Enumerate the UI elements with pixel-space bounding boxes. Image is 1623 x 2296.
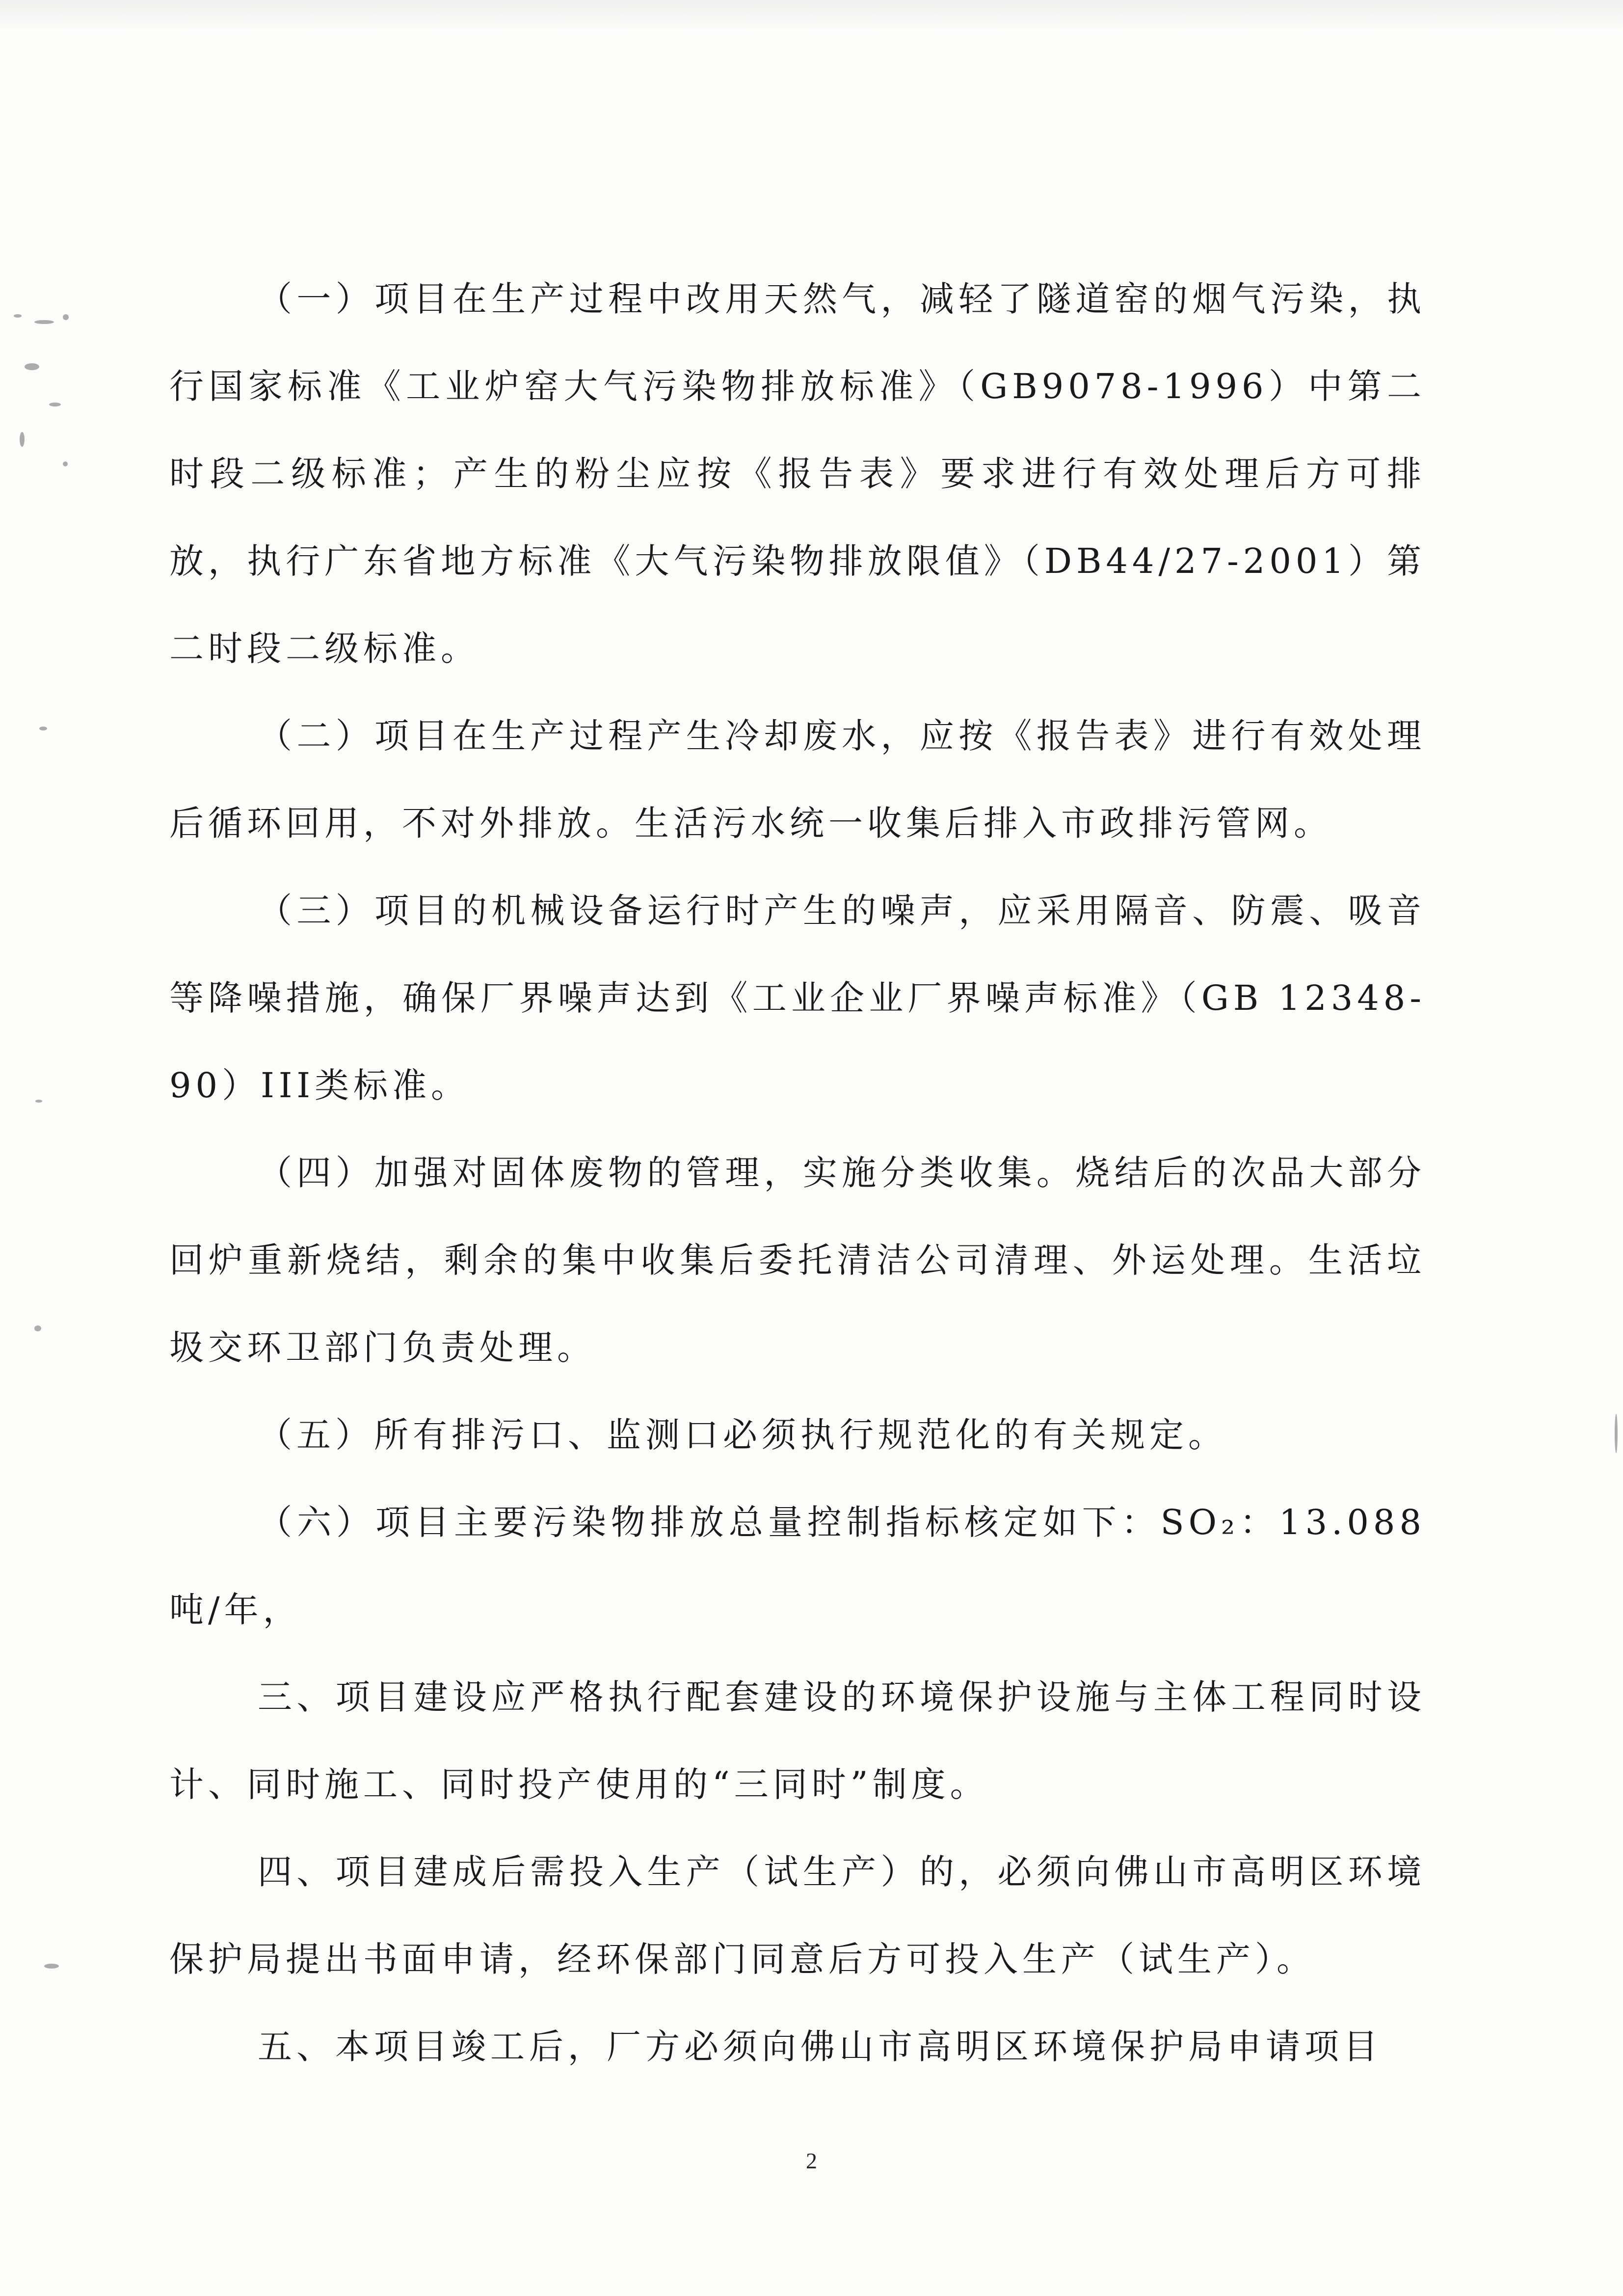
scan-speck (49, 403, 61, 406)
scan-speck (39, 727, 47, 730)
paragraph-6: （六）项目主要污染物排放总量控制指标核定如下：SO₂：13.088吨/年， (169, 1502, 1426, 1630)
paragraph-9: 五、本项目竣工后，厂方必须向佛山市高明区环境保护局申请项目 (258, 2026, 1382, 2067)
paragraph-8: 四、项目建成后需投入生产（试生产）的，必须向佛山市高明区环境保护局提出书面申请，经环保部门同意后方可投入生产（试生产）。 (169, 1852, 1426, 1979)
scan-speck (14, 314, 22, 318)
scan-speck (63, 461, 68, 466)
paragraph-2: （二）项目在生产过程产生冷却废水，应按《报告表》进行有效处理后循环回用，不对外排放。生活污水统一收集后排入市政排污管网。 (169, 716, 1426, 843)
scan-speck (34, 1325, 41, 1331)
paragraph-4: （四）加强对固体废物的管理，实施分类收集。烧结后的次品大部分回炉重新烧结，剩余的集中收集后委托清洁公司清理、外运处理。生活垃圾交环卫部门负责处理。 (169, 1153, 1426, 1368)
scan-edge-shadow (0, 0, 1623, 34)
scan-speck (1615, 1414, 1618, 1453)
page-number: 2 (806, 2148, 817, 2173)
scan-speck (34, 320, 54, 324)
paragraph-7: 三、项目建设应严格执行配套建设的环境保护设施与主体工程同时设计、同时施工、同时投产使用的“三同时”制度。 (169, 1677, 1426, 1805)
paragraph-3: （三）项目的机械设备运行时产生的噪声，应采用隔音、防震、吸音等降噪措施，确保厂界噪声达到《工业企业厂界噪声标准》（GB 12348-90）III类标准。 (169, 891, 1426, 1106)
scan-speck (25, 363, 39, 370)
scan-speck (35, 1100, 42, 1103)
paragraph-1: （一）项目在生产过程中改用天然气，减轻了隧道窑的烟气污染，执行国家标准《工业炉窑大气污染物排放标准》（GB9078-1996）中第二时段二级标准；产生的粉尘应按《报告表》要求进行有效处理后方可排放，执行广东省地方标准《大气污染物排放限值》（DB44/27-2001）第二时段二级标准。 (169, 279, 1426, 669)
scan-speck (63, 314, 69, 320)
scan-speck (20, 432, 25, 447)
paragraph-5: （五）所有排污口、监测口必须执行规范化的有关规定。 (258, 1415, 1227, 1455)
scan-speck (44, 1964, 59, 1969)
document-body (169, 255, 1426, 2090)
